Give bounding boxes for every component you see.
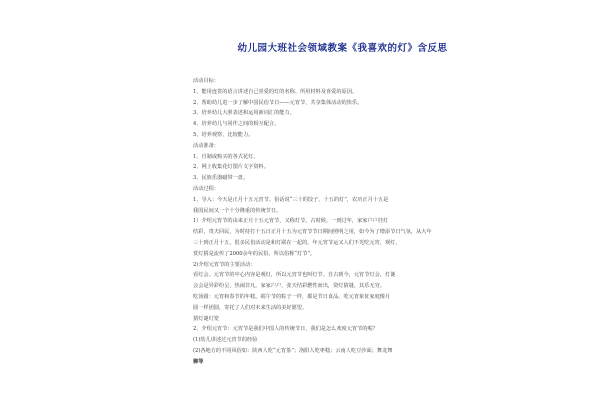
process-line: 2、介绍元宵节：元宵节是我们中国人的传统节日，我们是怎么欢度元宵节的呢？ xyxy=(193,326,378,333)
process-line: (2)各地方的不同风俗如：陕西人吃“元宵茶”；洛阳人吃枣糕；云南人吃豆沙面；舞龙舞 xyxy=(193,347,393,354)
prep-item: 1、自制或购买的各式花灯。 xyxy=(193,153,259,160)
process-line: 狮等 xyxy=(193,358,204,365)
process-line: 结彩，贵夫回民，为时持打十五日正月十五为元宵节节日期间照明之用，如今为了增添节日气氛，从大年 xyxy=(193,229,432,236)
document-title: 幼儿园大班社会领域教案《我喜欢的灯》含反思 xyxy=(237,43,448,54)
process-line: 圆一样团圆，寄托了人们对未来生活的美好愿望。 xyxy=(193,304,308,311)
process-line: 三十到正月十五，很多民俗活动是和灯联在一起的，年元宵节运又人们不光吃元宵，观灯， xyxy=(193,239,401,246)
process-line: 看灯会。元宵节的中心内容是观灯，所以元宵节也叫灯节。自古到今，元宵节灯会，灯谜 xyxy=(193,272,396,279)
prep-item: 2、网上收集花灯图片文字资料。 xyxy=(193,164,269,171)
prep-item: 3、民族乐器磁带一盘。 xyxy=(193,175,249,182)
section-heading-process: 活动过程： xyxy=(193,185,219,192)
process-line: 赏灯猜是流传了2000余年的民俗，所以俗称“灯节”。 xyxy=(193,250,316,257)
process-line: 1、导入：今天是正月十五元宵节。俗话说“三十的饺子，十五的灯”，农历正月十五是 xyxy=(193,196,389,203)
process-line: 吃汤圆：元宵和春节的年糕，端午节的粽子一样，都是节日食品。吃元宵象征家庭像月 xyxy=(193,293,391,300)
process-line: 1）介绍元宵节的由来正月十五元宵节，又称灯节。古时候，一到过年，家家户户挂灯 xyxy=(193,218,389,225)
process-line: (1)幼儿讲述过元宵节的经验 xyxy=(193,337,258,344)
goal-item: 3、培养幼儿大胆表述和运用新词汇的能力。 xyxy=(193,110,295,117)
process-line: 会会是异彩纷呈，热闹非凡。家家户户，张天结彩燃性而出，资灯猜谜，其乐无穷。 xyxy=(193,283,385,290)
goal-item: 5、培养观察、比较能力。 xyxy=(193,131,254,138)
goal-item: 2、帮助幼儿进一步了解中国民俗节日——元宵节，共享集体活动的快乐。 xyxy=(193,99,363,106)
process-line: 猜灯谜灯笼 xyxy=(193,315,219,322)
process-line: 2)介绍元宵节的主要活动： xyxy=(193,261,256,268)
section-heading-prep: 活动准备： xyxy=(193,142,219,149)
process-line: 我国民间又一个十分隆重的传统节日。 xyxy=(193,207,282,214)
goal-item: 4、培养幼儿与同伴之间的相互配合。 xyxy=(193,121,280,128)
section-heading-goals: 活动目标： xyxy=(193,78,219,84)
goal-item: 1、能用连贯的语言讲述自己喜爱的灯的名称、所用材料及喜爱的原因。 xyxy=(193,88,358,95)
